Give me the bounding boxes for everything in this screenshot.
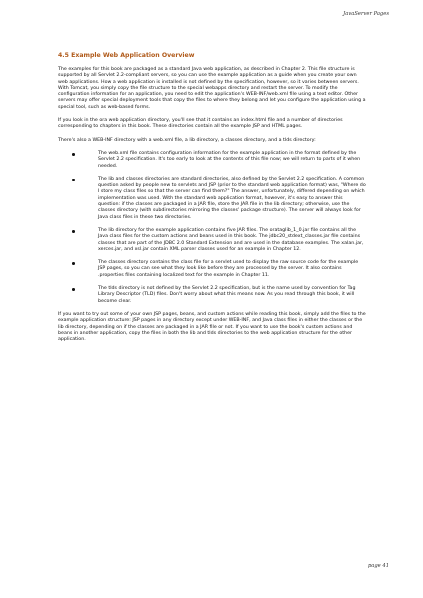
paragraph: If you want to try out some of your own JSP pages, beans, and custom actions while reading this book, simply add the files to the example application structure: JSP pages in any directory except under WEB-INF, and Java class files in either the classes or the lib directory, depending on if the classes are packaged in a JAR file or not. If you want to use the book's custom actions and beans in another application, copy the files in both the lib and tlds directories to the web application structure for the other application. (58, 311, 366, 343)
bullet-icon (72, 288, 75, 291)
running-header: JavaServer Pages (343, 11, 389, 17)
list-item-text: The classes directory contains the class file for a servlet used to display the raw source code for the example JSP pages, so you can see what they look like before they are processed by the server. It also contains .properties files containing localized text for the example in Chapter 11. (98, 260, 359, 278)
list-item-text: The tlds directory is not defined by the Servlet 2.2 specification, but is the name used by convention for Tag Library Descriptor (TLD) files. Don't worry about what this means now. As you read through this book, it will become clear. (98, 286, 356, 304)
bullet-icon (72, 262, 75, 265)
bullet-list (58, 151, 366, 305)
list-item-text: The web.xml file contains configuration information for the example application in the format defined by the Servlet 2.2 specification. It's too early to look at the contents of this file now; we will return to parts of it when needed. (98, 150, 361, 169)
paragraph: If you look in the ora web application directory, you'll see that it contains an index.html file and a number of directories corresponding to chapters in this book. These directories contain all the example JSP and HTML pages. (58, 118, 343, 130)
list-item-text: The lib and classes directories are standard directories, also defined by the Servlet 2.2 specification. A common question asked by people new to servlets and JSP (prior to the standard web application format) was, "Where do I store my class files so that the server can find them?" The answer, unfortunately, differed depending on which implementation was used. With the standard web application format, however, it's easy to answer this question: if the classes are packaged in a JAR file, store the JAR file in the lib directory; otherwise, use the classes directory (with subdirectories mirroring the classes' package structure). The server will always look for Java class files in these two directories. (98, 176, 366, 220)
bullet-icon (72, 179, 75, 182)
list-item (98, 177, 366, 221)
bullet-icon (72, 230, 75, 233)
list-item (98, 151, 366, 170)
paragraph: The examples for this book are packaged as a standard Java web application, as described in Chapter 2. This file structure is supported by all Servlet 2.2-compliant servers, so you can use the example application as a guide when you create your own web applications. How a web application is installed is not defined by the specification, however, so it varies between servers. With Tomcat, you simply copy the file structure to the special webapps directory and restart the server. To modify the configuration information for an application, you need to edit the application's WEB-INF/web.xml file using a text editor. Other servers may offer special deployment tools that copy the files to where they belong and let you configure the application using a special tool, such as web-based forms. (58, 67, 366, 110)
list-item (98, 228, 366, 253)
bullet-icon (72, 153, 75, 156)
page-number: page 41 (367, 563, 389, 569)
list-item (98, 286, 366, 305)
list-item-text: The lib directory for the example application contains five JAR files. The orataglib_1_0.jar file contains all the Java class files for the custom actions and beans used in this book. The jdbc20_stdext_classes.jar file contains classes that are part of the JDBC 2.0 Standard Extension and are used in the database examples. The xalan.jar, xerces.jar, and xsl.jar contain XML parser classes used for an example in Chapter 12. (98, 227, 364, 252)
page-content (58, 52, 366, 350)
paragraph: There's also a WEB-INF directory with a web.xml file, a lib directory, a classes directory, and a tlds directory: (58, 137, 316, 143)
section-title: 4.5 Example Web Application Overview (58, 52, 195, 59)
list-item (98, 260, 366, 279)
